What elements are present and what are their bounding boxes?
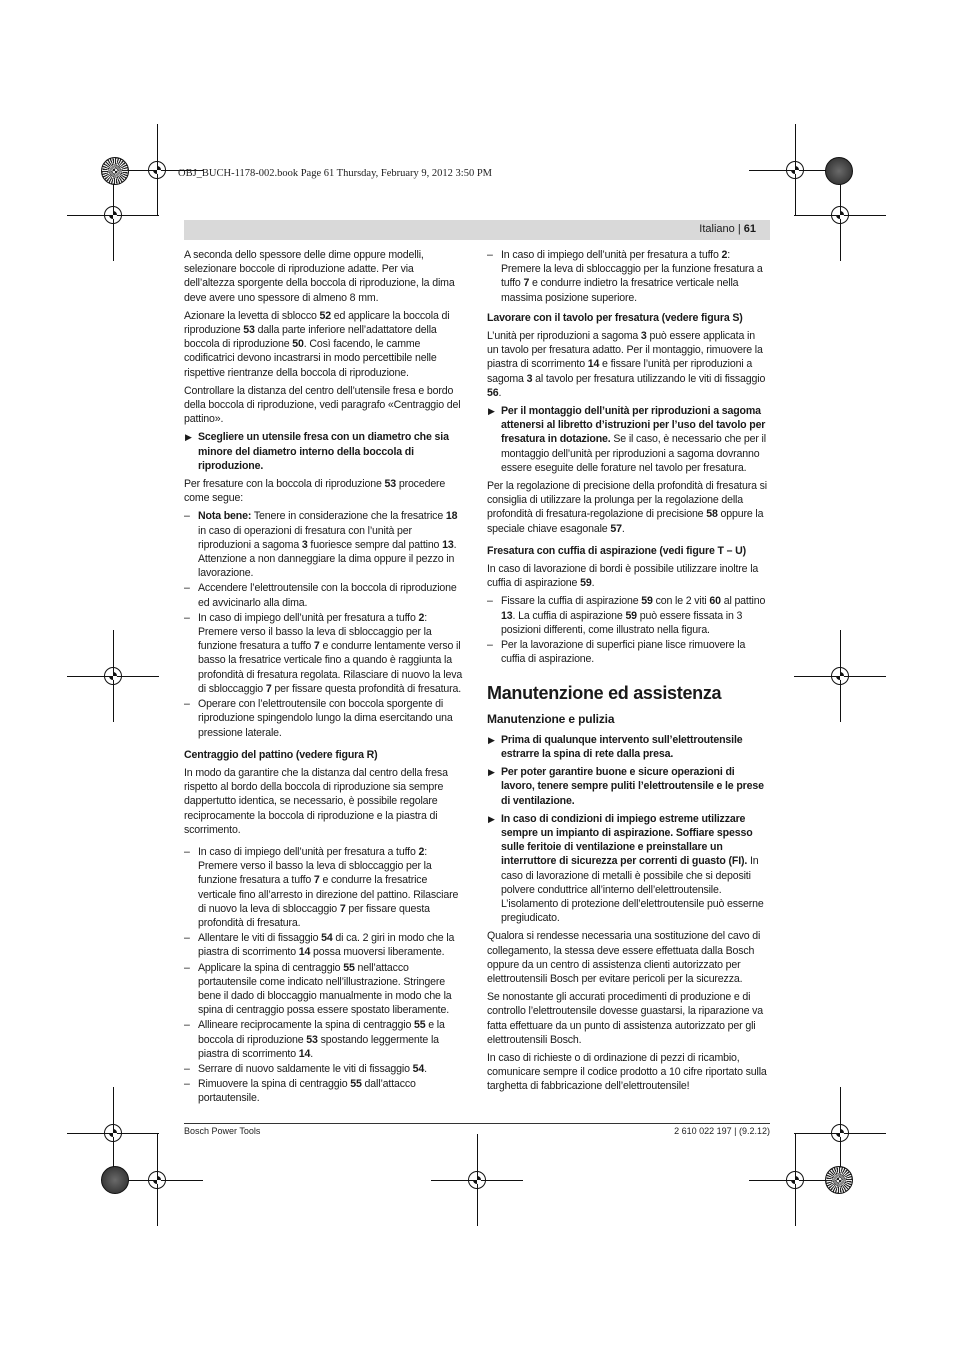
paragraph: A seconda dello spessore delle dime oppure modelli, selezionare boccole di riproduzione adatte. Per via dell’altezza sporgente della boccola di riproduzione, la dima deve avere uno spessore di almeno 8 mm. xyxy=(184,249,455,304)
page-header: Italiano | 61 xyxy=(699,223,756,235)
left-column xyxy=(184,248,466,1107)
density-patch-icon xyxy=(825,157,853,185)
list-item: – In caso di impiego dell’unità per fresatura a tuffo 2: Premere verso il basso la leva di sbloccaggio per la funzione fresatura a tuffo 7 e condurre la fresatrice verticale fino all’arresto in direzione del pattino. Rilasciare di nuovo la leva di sbloccaggio 7 per fissare questa profondità di fresatura. xyxy=(184,845,466,930)
list-item: – Fissare la cuffia di aspirazione 59 con le 2 viti 60 al pattino 13. La cuffia di aspirazione 59 può essere fissata in 3 posizioni differenti, come illustrato nella figura. xyxy=(487,594,769,637)
paragraph: Per fresature con la boccola di riproduzione 53 procedere come segue: xyxy=(184,478,446,505)
paragraph: Qualora si rendesse necessaria una sostituzione del cavo di collegamento, la stessa deve essere effettuata dalla Bosch oppure da un centro di assistenza clienti autorizzato per elettroutensili Bosch per evitare pericoli per la sicurezza. xyxy=(487,930,761,985)
bullet-triangle-icon: ▶ xyxy=(488,406,495,417)
list-item: – Applicare la spina di centraggio 55 nell’attacco portautensile come indicato nell’illustrazione. Stringere bene il dado di bloccaggio manualmente in modo che la spina di centraggio possa essere spostato liberamente. xyxy=(184,961,466,1018)
paragraph: In caso di lavorazione di bordi è possibile utilizzare inoltre la cuffia di aspirazione 59. xyxy=(487,563,759,590)
page-number: 61 xyxy=(743,223,756,235)
color-wheel-icon xyxy=(101,157,129,185)
warning-item: ▶ Per il montaggio dell’unità per riproduzioni a sagoma attenersi al libretto d’istruzioni per l’uso del tavolo per fresatura in dotazione. Se il caso, è necessario che per il montaggio dell’unità per riproduzioni a sagoma dovranno essere eseguite delle forature nel tavolo per fresatura. xyxy=(488,405,766,474)
warning-item: ▶ In caso di condizioni di impiego estreme utilizzare sempre un impianto di aspirazione. Soffiare spesso sulle feritoie di ventilazione e preinstallare un interruttore di sicurezza per correnti di guasto (FI). In caso di lavorazione di metalli è possibile che si depositi polvere conduttrice all’interno dell’elettroutensile. L’isolamento di protezione dell’elettroutensile può esserne pregiudicato. xyxy=(488,812,764,925)
paragraph: In modo da garantire che la distanza dal centro della fresa rispetto al bordo della boccola di riproduzione sia sempre dappertutto identica, se necessario, è possibile regolare reciprocamente la boccola di riproduzione e la piastra di scorrimento. xyxy=(184,766,448,836)
footer-code: 2 610 022 197 | (9.2.12) xyxy=(674,1126,770,1136)
density-patch-icon xyxy=(101,1166,129,1194)
list-item: – Accendere l’elettroutensile con la boccola di riproduzione ed avvicinarlo alla dima. xyxy=(184,581,466,609)
section-heading: Fresatura con cuffia di aspirazione (vedi figure T – U) xyxy=(487,544,747,557)
list-item: – Operare con l’elettroutensile con boccola sporgente di riproduzione spingendolo lungo la dima esercitando una pressione laterale. xyxy=(184,697,466,740)
list-item: – In caso di impiego dell’unità per fresatura a tuffo 2: Premere la leva di sbloccaggio per la funzione fresatura a tuffo 7 e condurre indietro la fresatrice verticale nella massima posizione superiore. xyxy=(487,248,769,305)
paragraph: In caso di richieste o di ordinazione di pezzi di ricambio, comunicare sempre il codice prodotto a 10 cifre riportato sulla targhetta di fabbricazione dell’elettroutensile! xyxy=(487,1051,767,1093)
footer-rule xyxy=(184,1123,770,1124)
section-heading: Centraggio del pattino (vedere figura R) xyxy=(184,748,378,761)
page-header-bar xyxy=(184,220,770,240)
paragraph: Azionare la levetta di sblocco 52 ed applicare la boccola di riproduzione 53 dalla parte inferiore nell’adattatore della boccola di riproduzione 50. Così facendo, le camme codificatrici devono incastrarsi in modo percettibile nelle rispettive rientranze della boccola di riproduzione. xyxy=(184,309,450,379)
list-item: – Per la lavorazione di superfici piane lisce rimuovere la cuffia di aspirazione. xyxy=(487,638,769,666)
paragraph: Controllare la distanza del centro dell’utensile fresa e bordo della boccola di riproduzione, vedi paragrafo «Centraggio del pattino». xyxy=(184,384,461,426)
section-heading: Lavorare con il tavolo per fresatura (vedere figura S) xyxy=(487,311,743,324)
warning-item: ▶ Scegliere un utensile fresa con un diametro che sia minore del diametro interno della boccola di riproduzione. xyxy=(185,431,449,472)
print-file-info: OBJ_BUCH-1178-002.book Page 61 Thursday, February 9, 2012 3:50 PM xyxy=(178,168,493,179)
paragraph: Se nonostante gli accurati procedimenti di produzione e di controllo l’elettroutensile dovesse guastarsi, la riparazione va fatta effettuare da un punto di assistenza autorizzato per gli elettroutensili Bosch. xyxy=(487,991,763,1046)
warning-item: ▶ Per poter garantire buone e sicure operazioni di lavoro, tenere sempre puliti l’elettroutensile e le prese di ventilazione. xyxy=(488,766,764,807)
list-item: – Serrare di nuovo saldamente le viti di fissaggio 54. xyxy=(184,1062,466,1076)
subsection-heading: Manutenzione e pulizia xyxy=(487,712,615,727)
list-item: – Allentare le viti di fissaggio 54 di ca. 2 giri in modo che la piastra di scorrimento 14 possa muoversi liberamente. xyxy=(184,931,466,959)
bullet-triangle-icon: ▶ xyxy=(488,767,495,778)
bullet-triangle-icon: ▶ xyxy=(185,432,192,443)
warning-item: ▶ Prima di qualunque intervento sull’elettroutensile estrarre la spina di rete dalla presa. xyxy=(488,733,743,760)
language-label: Italiano xyxy=(699,223,735,235)
color-wheel-icon xyxy=(825,1166,853,1194)
chapter-heading: Manutenzione ed assistenza xyxy=(487,683,722,704)
list-item: – Rimuovere la spina di centraggio 55 dall’attacco portautensile. xyxy=(184,1077,466,1105)
paragraph: L’unità per riproduzioni a sagoma 3 può essere applicata in un tavolo per fresatura adatto. Per il montaggio, rimuovere la piastra di scorrimento 14 e fissare l’unità per riproduzioni a sagoma 3 al tavolo per fresatura utilizzando le viti di fissaggio 56. xyxy=(487,330,766,399)
right-column xyxy=(487,248,769,1098)
footer-brand: Bosch Power Tools xyxy=(184,1126,261,1136)
list-item: – Allineare reciprocamente la spina di centraggio 55 e la boccola di riproduzione 53 spostando leggermente la piastra di scorrimento 14. xyxy=(184,1018,466,1061)
list-item: – Nota bene: Tenere in considerazione che la fresatrice 18 in caso di operazioni di fresatura con l’unità per riproduzioni a sagoma 3 fuoriesce sempre dal pattino 13. Attenzione a non danneggiare la dima oppure il pezzo in lavorazione. xyxy=(184,509,466,580)
bullet-triangle-icon: ▶ xyxy=(488,734,495,745)
bullet-triangle-icon: ▶ xyxy=(488,813,495,824)
paragraph: Per la regolazione di precisione della profondità di fresatura si consiglia di utilizzare la prolunga per la regolazione della profondità di fresatura-regolazione di precisione 58 oppure la speciale chiave esagonale 57. xyxy=(487,480,767,535)
list-item: – In caso di impiego dell’unità per fresatura a tuffo 2: Premere verso il basso la leva di sbloccaggio per la funzione fresatura a tuffo 7 e condurre lentamente verso il basso la fresatrice verticale fino a quando è raggiunta la profondità di fresatura regolata. Rilasciare di nuovo la leva di sbloccaggio 7 per fissare questa profondità di fresatura. xyxy=(184,611,466,696)
